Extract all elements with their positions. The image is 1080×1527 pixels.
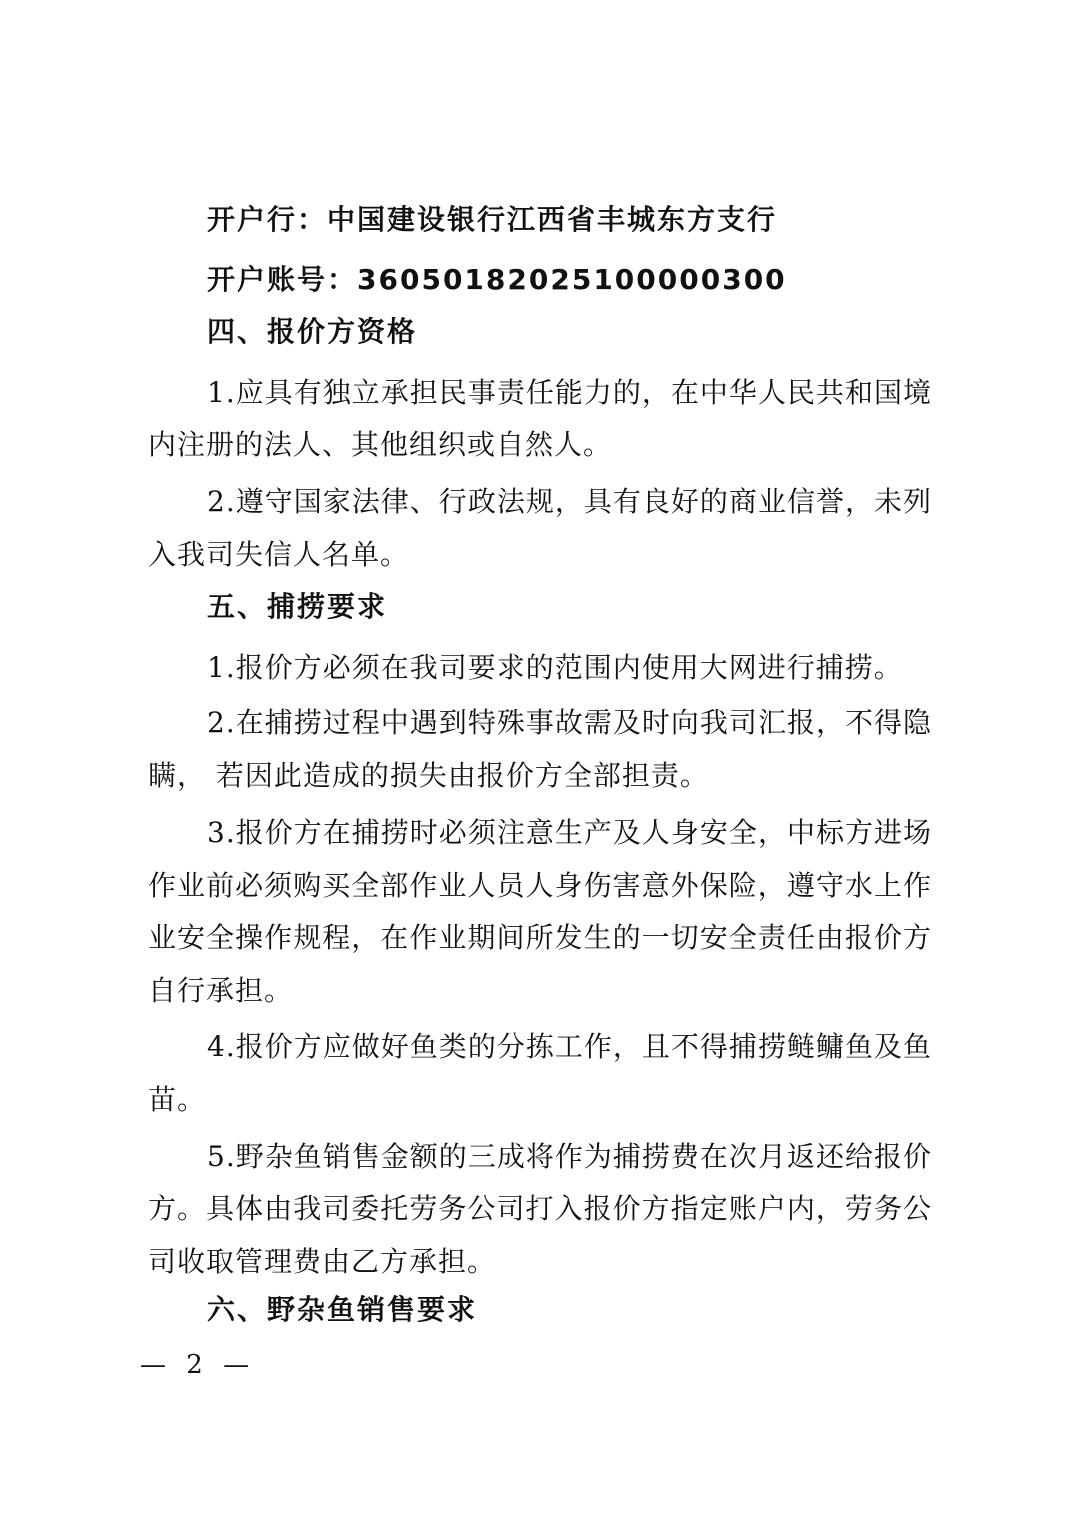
section5-item5-line2: 方。具体由我司委托劳务公司打入报价方指定账户内，劳务公 [148,1192,932,1225]
section5-item3-line1: 3.报价方在捕捞时必须注意生产及人身安全，中标方进场 [207,816,932,849]
section4-item2-line2: 入我司失信人名单。 [148,538,410,571]
section4-heading: 四、报价方资格 [207,315,418,348]
section5-item1-line1: 1.报价方必须在我司要求的范围内使用大网进行捕捞。 [207,651,903,684]
section5-item4-line1: 4.报价方应做好鱼类的分拣工作，且不得捕捞鲢鳙鱼及鱼 [207,1030,932,1063]
section5-item4-line2: 苗。 [148,1083,207,1116]
section5-item3-line2: 作业前必须购买全部作业人员人身伤害意外保险，遵守水上作 [148,869,932,902]
bank-value: 中国建设银行江西省丰城东方支行 [327,203,778,236]
section4-item1-line2: 内注册的法人、其他组织或自然人。 [148,428,613,461]
section5-item5-line3: 司收取管理费由乙方承担。 [148,1245,497,1278]
section6-heading: 六、野杂鱼销售要求 [207,1293,478,1326]
section4-item1-line1: 1.应具有独立承担民事责任能力的，在中华人民共和国境 [207,376,932,409]
section5-item2-line1: 2.在捕捞过程中遇到特殊事故需及时向我司汇报，不得隐 [207,706,932,739]
section5-heading: 五、捕捞要求 [207,590,388,623]
section5-item3-line3: 业安全操作规程，在作业期间所发生的一切安全责任由报价方 [148,921,932,954]
section5-item2-line2: 瞒， 若因此造成的损失由报价方全部担责。 [148,759,709,792]
account-label: 开户账号： [207,263,358,296]
account-line [207,262,787,298]
bank-line [207,202,777,238]
page-number: — 2 — [140,1350,256,1380]
section5-item5-line1: 5.野杂鱼销售金额的三成将作为捕捞费在次月返还给报价 [207,1140,932,1173]
section5-item3-line4: 自行承担。 [148,974,294,1007]
section4-item2-line1: 2.遵守国家法律、行政法规，具有良好的商业信誉，未列 [207,485,932,518]
account-value: 36050182025100000300 [357,263,787,296]
bank-label: 开户行： [207,203,328,236]
